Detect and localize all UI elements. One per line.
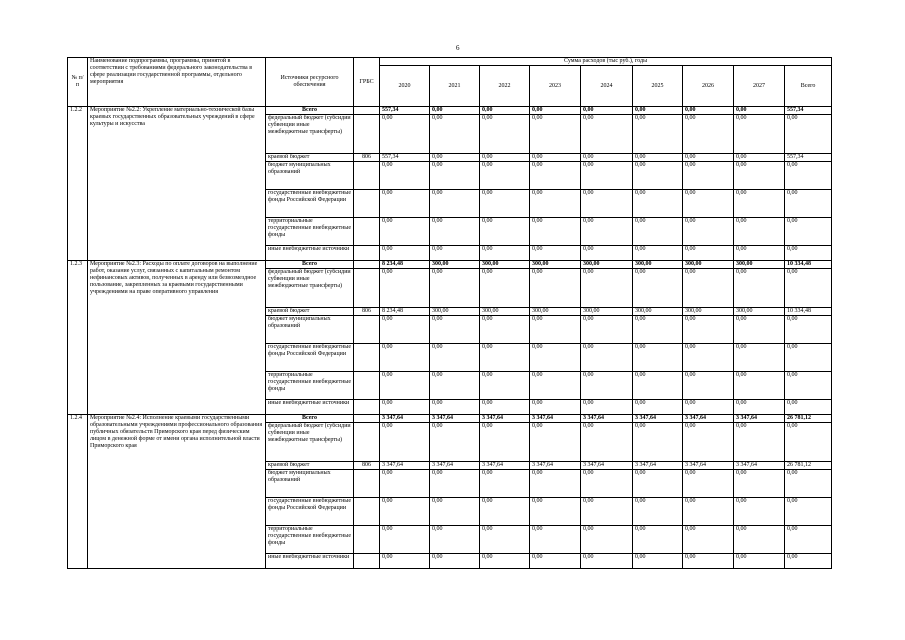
- grbs-code: [354, 162, 380, 190]
- year-value: 0,00: [380, 246, 430, 261]
- year-value: 0,00: [581, 115, 633, 154]
- year-value: 8 234,48: [380, 308, 430, 316]
- year-value: 0,00: [530, 162, 581, 190]
- year-value: 0,00: [530, 269, 581, 308]
- year-value: 300,00: [581, 308, 633, 316]
- year-value: 3 347,64: [430, 462, 480, 470]
- year-value: 3 347,64: [530, 415, 581, 423]
- year-value: 0,00: [380, 423, 430, 462]
- year-value: 0,00: [581, 423, 633, 462]
- year-value: 0,00: [734, 218, 785, 246]
- funding-source: территориальные государственные внебюджетные фонды: [266, 526, 354, 554]
- total-value: 0,00: [785, 162, 832, 190]
- year-value: 0,00: [480, 423, 530, 462]
- header-year: 2020: [380, 66, 430, 107]
- year-value: 0,00: [734, 269, 785, 308]
- year-value: 0,00: [530, 316, 581, 344]
- total-value: 0,00: [785, 498, 832, 526]
- year-value: 0,00: [734, 107, 785, 115]
- year-value: 0,00: [633, 269, 683, 308]
- funding-source: краевой бюджет: [266, 308, 354, 316]
- year-value: 0,00: [430, 526, 480, 554]
- year-value: 0,00: [380, 269, 430, 308]
- year-value: 0,00: [581, 470, 633, 498]
- grbs-code: [354, 261, 380, 269]
- year-value: 0,00: [430, 470, 480, 498]
- header-year: 2027: [734, 66, 785, 107]
- year-value: 0,00: [683, 470, 734, 498]
- table-row-total: [68, 107, 832, 115]
- year-value: 0,00: [530, 190, 581, 218]
- year-value: 0,00: [734, 316, 785, 344]
- year-value: 0,00: [430, 316, 480, 344]
- funding-source: бюджет муниципальных образований: [266, 316, 354, 344]
- year-value: 0,00: [480, 400, 530, 415]
- year-value: 0,00: [480, 470, 530, 498]
- year-value: 0,00: [581, 344, 633, 372]
- year-value: 0,00: [734, 423, 785, 462]
- year-value: 0,00: [530, 115, 581, 154]
- year-value: 0,00: [380, 526, 430, 554]
- total-value: 0,00: [785, 372, 832, 400]
- header-name: Наименование подпрограммы, программы, принятой в соответствии с требованиями федерального законодательства в сфере реализации государственной программы, отдельного мероприятия: [88, 58, 266, 107]
- year-value: 0,00: [683, 269, 734, 308]
- year-value: 0,00: [633, 400, 683, 415]
- year-value: 0,00: [734, 115, 785, 154]
- year-value: 0,00: [683, 400, 734, 415]
- funding-source: государственные внебюджетные фонды Российской Федерации: [266, 190, 354, 218]
- total-value: 0,00: [785, 218, 832, 246]
- header-sum: Сумма расходов (тыс руб.), годы: [380, 58, 832, 66]
- year-value: 0,00: [734, 470, 785, 498]
- year-value: 0,00: [633, 115, 683, 154]
- total-value: 0,00: [785, 246, 832, 261]
- measure-name: Мероприятие №2.4: Исполнение краевыми государственными образовательными учреждениями профессионального образования публичных обязательств Приморского края перед физическим лицом в денежной форме от имени органа исполнительной власти Приморского края: [88, 415, 266, 569]
- funding-source: иные внебюджетные источники: [266, 554, 354, 569]
- row-number: 1.2.2: [68, 107, 88, 261]
- funding-source: краевой бюджет: [266, 462, 354, 470]
- funding-source: бюджет муниципальных образований: [266, 162, 354, 190]
- total-value: 26 781,12: [785, 415, 832, 423]
- year-value: 0,00: [380, 316, 430, 344]
- total-value: 10 334,48: [785, 308, 832, 316]
- year-value: 300,00: [430, 261, 480, 269]
- year-value: 300,00: [530, 308, 581, 316]
- total-value: 0,00: [785, 316, 832, 344]
- year-value: 300,00: [734, 308, 785, 316]
- total-value: 0,00: [785, 470, 832, 498]
- expenditure-table: [67, 57, 832, 569]
- year-value: 0,00: [430, 154, 480, 162]
- year-value: 0,00: [380, 400, 430, 415]
- year-value: 0,00: [683, 246, 734, 261]
- year-value: 0,00: [633, 246, 683, 261]
- year-value: 300,00: [530, 261, 581, 269]
- funding-source: бюджет муниципальных образований: [266, 470, 354, 498]
- year-value: 0,00: [683, 498, 734, 526]
- year-value: 0,00: [734, 162, 785, 190]
- grbs-code: [354, 190, 380, 218]
- year-value: 3 347,64: [380, 462, 430, 470]
- year-value: 0,00: [430, 554, 480, 569]
- year-value: 0,00: [633, 218, 683, 246]
- year-value: 0,00: [430, 372, 480, 400]
- year-value: 0,00: [734, 498, 785, 526]
- total-value: 557,34: [785, 107, 832, 115]
- year-value: 0,00: [633, 162, 683, 190]
- year-value: 0,00: [530, 372, 581, 400]
- year-value: 0,00: [430, 218, 480, 246]
- total-value: 0,00: [785, 423, 832, 462]
- year-value: 0,00: [530, 498, 581, 526]
- year-value: 300,00: [633, 261, 683, 269]
- year-value: 0,00: [581, 246, 633, 261]
- year-value: 0,00: [683, 115, 734, 154]
- year-value: 0,00: [430, 269, 480, 308]
- year-value: 0,00: [480, 107, 530, 115]
- year-value: 0,00: [530, 423, 581, 462]
- table-row-total: [68, 261, 832, 269]
- funding-source: территориальные государственные внебюджетные фонды: [266, 372, 354, 400]
- year-value: 0,00: [581, 269, 633, 308]
- grbs-code: 806: [354, 462, 380, 470]
- grbs-code: [354, 246, 380, 261]
- year-value: 0,00: [734, 400, 785, 415]
- total-value: 0,00: [785, 269, 832, 308]
- year-value: 0,00: [530, 400, 581, 415]
- header-grbs: ГРБС: [354, 58, 380, 107]
- year-value: 3 347,64: [633, 415, 683, 423]
- funding-source: государственные внебюджетные фонды Российской Федерации: [266, 498, 354, 526]
- header-total: Всего: [785, 66, 832, 107]
- year-value: 0,00: [480, 554, 530, 569]
- grbs-code: [354, 415, 380, 423]
- year-value: 8 234,48: [380, 261, 430, 269]
- total-value: 0,00: [785, 115, 832, 154]
- table-body: [68, 107, 832, 569]
- year-value: 3 347,64: [633, 462, 683, 470]
- year-value: 0,00: [380, 218, 430, 246]
- year-value: 0,00: [480, 246, 530, 261]
- total-value: 0,00: [785, 400, 832, 415]
- year-value: 0,00: [683, 107, 734, 115]
- year-value: 3 347,64: [683, 415, 734, 423]
- year-value: 0,00: [380, 498, 430, 526]
- year-value: 0,00: [480, 372, 530, 400]
- total-value: 10 334,48: [785, 261, 832, 269]
- year-value: 0,00: [683, 190, 734, 218]
- grbs-code: [354, 316, 380, 344]
- grbs-code: [354, 107, 380, 115]
- year-value: 0,00: [683, 372, 734, 400]
- grbs-code: [354, 344, 380, 372]
- year-value: 0,00: [581, 554, 633, 569]
- year-value: 0,00: [380, 190, 430, 218]
- grbs-code: [354, 526, 380, 554]
- year-value: 0,00: [480, 115, 530, 154]
- year-value: 557,34: [380, 107, 430, 115]
- year-value: 0,00: [480, 190, 530, 218]
- total-value: 0,00: [785, 344, 832, 372]
- year-value: 0,00: [633, 344, 683, 372]
- year-value: 0,00: [530, 246, 581, 261]
- year-value: 0,00: [683, 154, 734, 162]
- header-year: 2025: [633, 66, 683, 107]
- year-value: 0,00: [581, 526, 633, 554]
- year-value: 3 347,64: [581, 415, 633, 423]
- year-value: 0,00: [581, 190, 633, 218]
- year-value: 0,00: [380, 162, 430, 190]
- year-value: 0,00: [734, 344, 785, 372]
- year-value: 0,00: [683, 218, 734, 246]
- year-value: 3 347,64: [380, 415, 430, 423]
- grbs-code: [354, 218, 380, 246]
- total-value: 0,00: [785, 190, 832, 218]
- grbs-code: [354, 498, 380, 526]
- year-value: 0,00: [581, 107, 633, 115]
- year-value: 0,00: [430, 400, 480, 415]
- grbs-code: 806: [354, 308, 380, 316]
- year-value: 0,00: [633, 190, 683, 218]
- header-year: 2022: [480, 66, 530, 107]
- year-value: 0,00: [430, 344, 480, 372]
- funding-source: Всего: [266, 107, 354, 115]
- page-number: 6: [456, 44, 460, 52]
- header-year: 2023: [530, 66, 581, 107]
- year-value: 0,00: [530, 470, 581, 498]
- total-value: 0,00: [785, 554, 832, 569]
- year-value: 0,00: [581, 154, 633, 162]
- year-value: 0,00: [480, 269, 530, 308]
- header-year: 2024: [581, 66, 633, 107]
- total-value: 0,00: [785, 526, 832, 554]
- grbs-code: [354, 470, 380, 498]
- funding-source: территориальные государственные внебюджетные фонды: [266, 218, 354, 246]
- header-year: 2026: [683, 66, 734, 107]
- year-value: 300,00: [683, 308, 734, 316]
- year-value: 0,00: [380, 372, 430, 400]
- grbs-code: [354, 115, 380, 154]
- year-value: 0,00: [581, 498, 633, 526]
- year-value: 0,00: [530, 554, 581, 569]
- year-value: 0,00: [530, 154, 581, 162]
- grbs-code: [354, 269, 380, 308]
- year-value: 0,00: [633, 470, 683, 498]
- year-value: 0,00: [530, 107, 581, 115]
- row-number: 1.2.4: [68, 415, 88, 569]
- funding-source: иные внебюджетные источники: [266, 246, 354, 261]
- funding-source: Всего: [266, 415, 354, 423]
- year-value: 0,00: [480, 218, 530, 246]
- year-value: 0,00: [633, 372, 683, 400]
- year-value: 0,00: [734, 246, 785, 261]
- year-value: 0,00: [683, 162, 734, 190]
- header-sources: Источники ресурсного обеспечения: [266, 58, 354, 107]
- year-value: 3 347,64: [430, 415, 480, 423]
- year-value: 0,00: [581, 400, 633, 415]
- year-value: 0,00: [581, 162, 633, 190]
- year-value: 3 347,64: [683, 462, 734, 470]
- year-value: 0,00: [430, 107, 480, 115]
- funding-source: иные внебюджетные источники: [266, 400, 354, 415]
- year-value: 0,00: [581, 218, 633, 246]
- year-value: 0,00: [683, 423, 734, 462]
- total-value: 26 781,12: [785, 462, 832, 470]
- funding-source: государственные внебюджетные фонды Российской Федерации: [266, 344, 354, 372]
- funding-source: федеральный бюджет (субсидии субвенции иные межбюджетные трансферты): [266, 423, 354, 462]
- year-value: 0,00: [633, 154, 683, 162]
- year-value: 0,00: [734, 154, 785, 162]
- year-value: 0,00: [683, 526, 734, 554]
- year-value: 3 347,64: [734, 462, 785, 470]
- year-value: 0,00: [633, 423, 683, 462]
- funding-source: Всего: [266, 261, 354, 269]
- grbs-code: [354, 372, 380, 400]
- year-value: 0,00: [683, 554, 734, 569]
- year-value: 0,00: [633, 107, 683, 115]
- year-value: 300,00: [430, 308, 480, 316]
- year-value: 0,00: [734, 526, 785, 554]
- year-value: 0,00: [530, 344, 581, 372]
- year-value: 0,00: [430, 423, 480, 462]
- year-value: 0,00: [734, 190, 785, 218]
- grbs-code: 806: [354, 154, 380, 162]
- year-value: 0,00: [633, 526, 683, 554]
- year-value: 0,00: [430, 190, 480, 218]
- year-value: 300,00: [581, 261, 633, 269]
- year-value: 300,00: [683, 261, 734, 269]
- year-value: 0,00: [683, 316, 734, 344]
- header-year: 2021: [430, 66, 480, 107]
- grbs-code: [354, 423, 380, 462]
- year-value: 3 347,64: [480, 415, 530, 423]
- total-value: 557,34: [785, 154, 832, 162]
- grbs-code: [354, 554, 380, 569]
- year-value: 0,00: [380, 344, 430, 372]
- year-value: 0,00: [480, 344, 530, 372]
- measure-name: Мероприятие №2.2: Укрепление материально-технической базы краевых государственных образовательных учреждений в сфере культуры и искусства: [88, 107, 266, 261]
- year-value: 0,00: [480, 526, 530, 554]
- row-number: 1.2.3: [68, 261, 88, 415]
- year-value: 0,00: [734, 554, 785, 569]
- header-num: № п/п: [68, 58, 88, 107]
- year-value: 3 347,64: [581, 462, 633, 470]
- grbs-code: [354, 400, 380, 415]
- year-value: 3 347,64: [734, 415, 785, 423]
- year-value: 0,00: [430, 162, 480, 190]
- measure-name: Мероприятие №2.3: Расходы по оплате договоров на выполнение работ, оказание услуг, связанных с капитальным ремонтом нефинансовых активов, полученных в аренду или безвозмездное пользование, закрепленных за краевыми государственными учреждениями на праве оперативного управления: [88, 261, 266, 415]
- year-value: 0,00: [430, 246, 480, 261]
- year-value: 557,34: [380, 154, 430, 162]
- year-value: 0,00: [633, 554, 683, 569]
- year-value: 0,00: [581, 316, 633, 344]
- table-row-total: [68, 415, 832, 423]
- year-value: 0,00: [380, 470, 430, 498]
- year-value: 0,00: [480, 498, 530, 526]
- year-value: 0,00: [530, 526, 581, 554]
- funding-source: федеральный бюджет (субсидии субвенции иные межбюджетные трансферты): [266, 115, 354, 154]
- year-value: 0,00: [683, 344, 734, 372]
- year-value: 300,00: [480, 261, 530, 269]
- table-header: [68, 58, 832, 107]
- year-value: 0,00: [380, 115, 430, 154]
- year-value: 0,00: [633, 498, 683, 526]
- funding-source: краевой бюджет: [266, 154, 354, 162]
- year-value: 0,00: [430, 115, 480, 154]
- year-value: 300,00: [480, 308, 530, 316]
- year-value: 0,00: [480, 154, 530, 162]
- year-value: 300,00: [633, 308, 683, 316]
- year-value: 0,00: [430, 498, 480, 526]
- year-value: 0,00: [633, 316, 683, 344]
- year-value: 0,00: [734, 372, 785, 400]
- year-value: 0,00: [581, 372, 633, 400]
- year-value: 3 347,64: [480, 462, 530, 470]
- funding-source: федеральный бюджет (субсидии субвенции иные межбюджетные трансферты): [266, 269, 354, 308]
- year-value: 0,00: [480, 162, 530, 190]
- year-value: 300,00: [734, 261, 785, 269]
- year-value: 0,00: [480, 316, 530, 344]
- year-value: 0,00: [530, 218, 581, 246]
- year-value: 3 347,64: [530, 462, 581, 470]
- year-value: 0,00: [380, 554, 430, 569]
